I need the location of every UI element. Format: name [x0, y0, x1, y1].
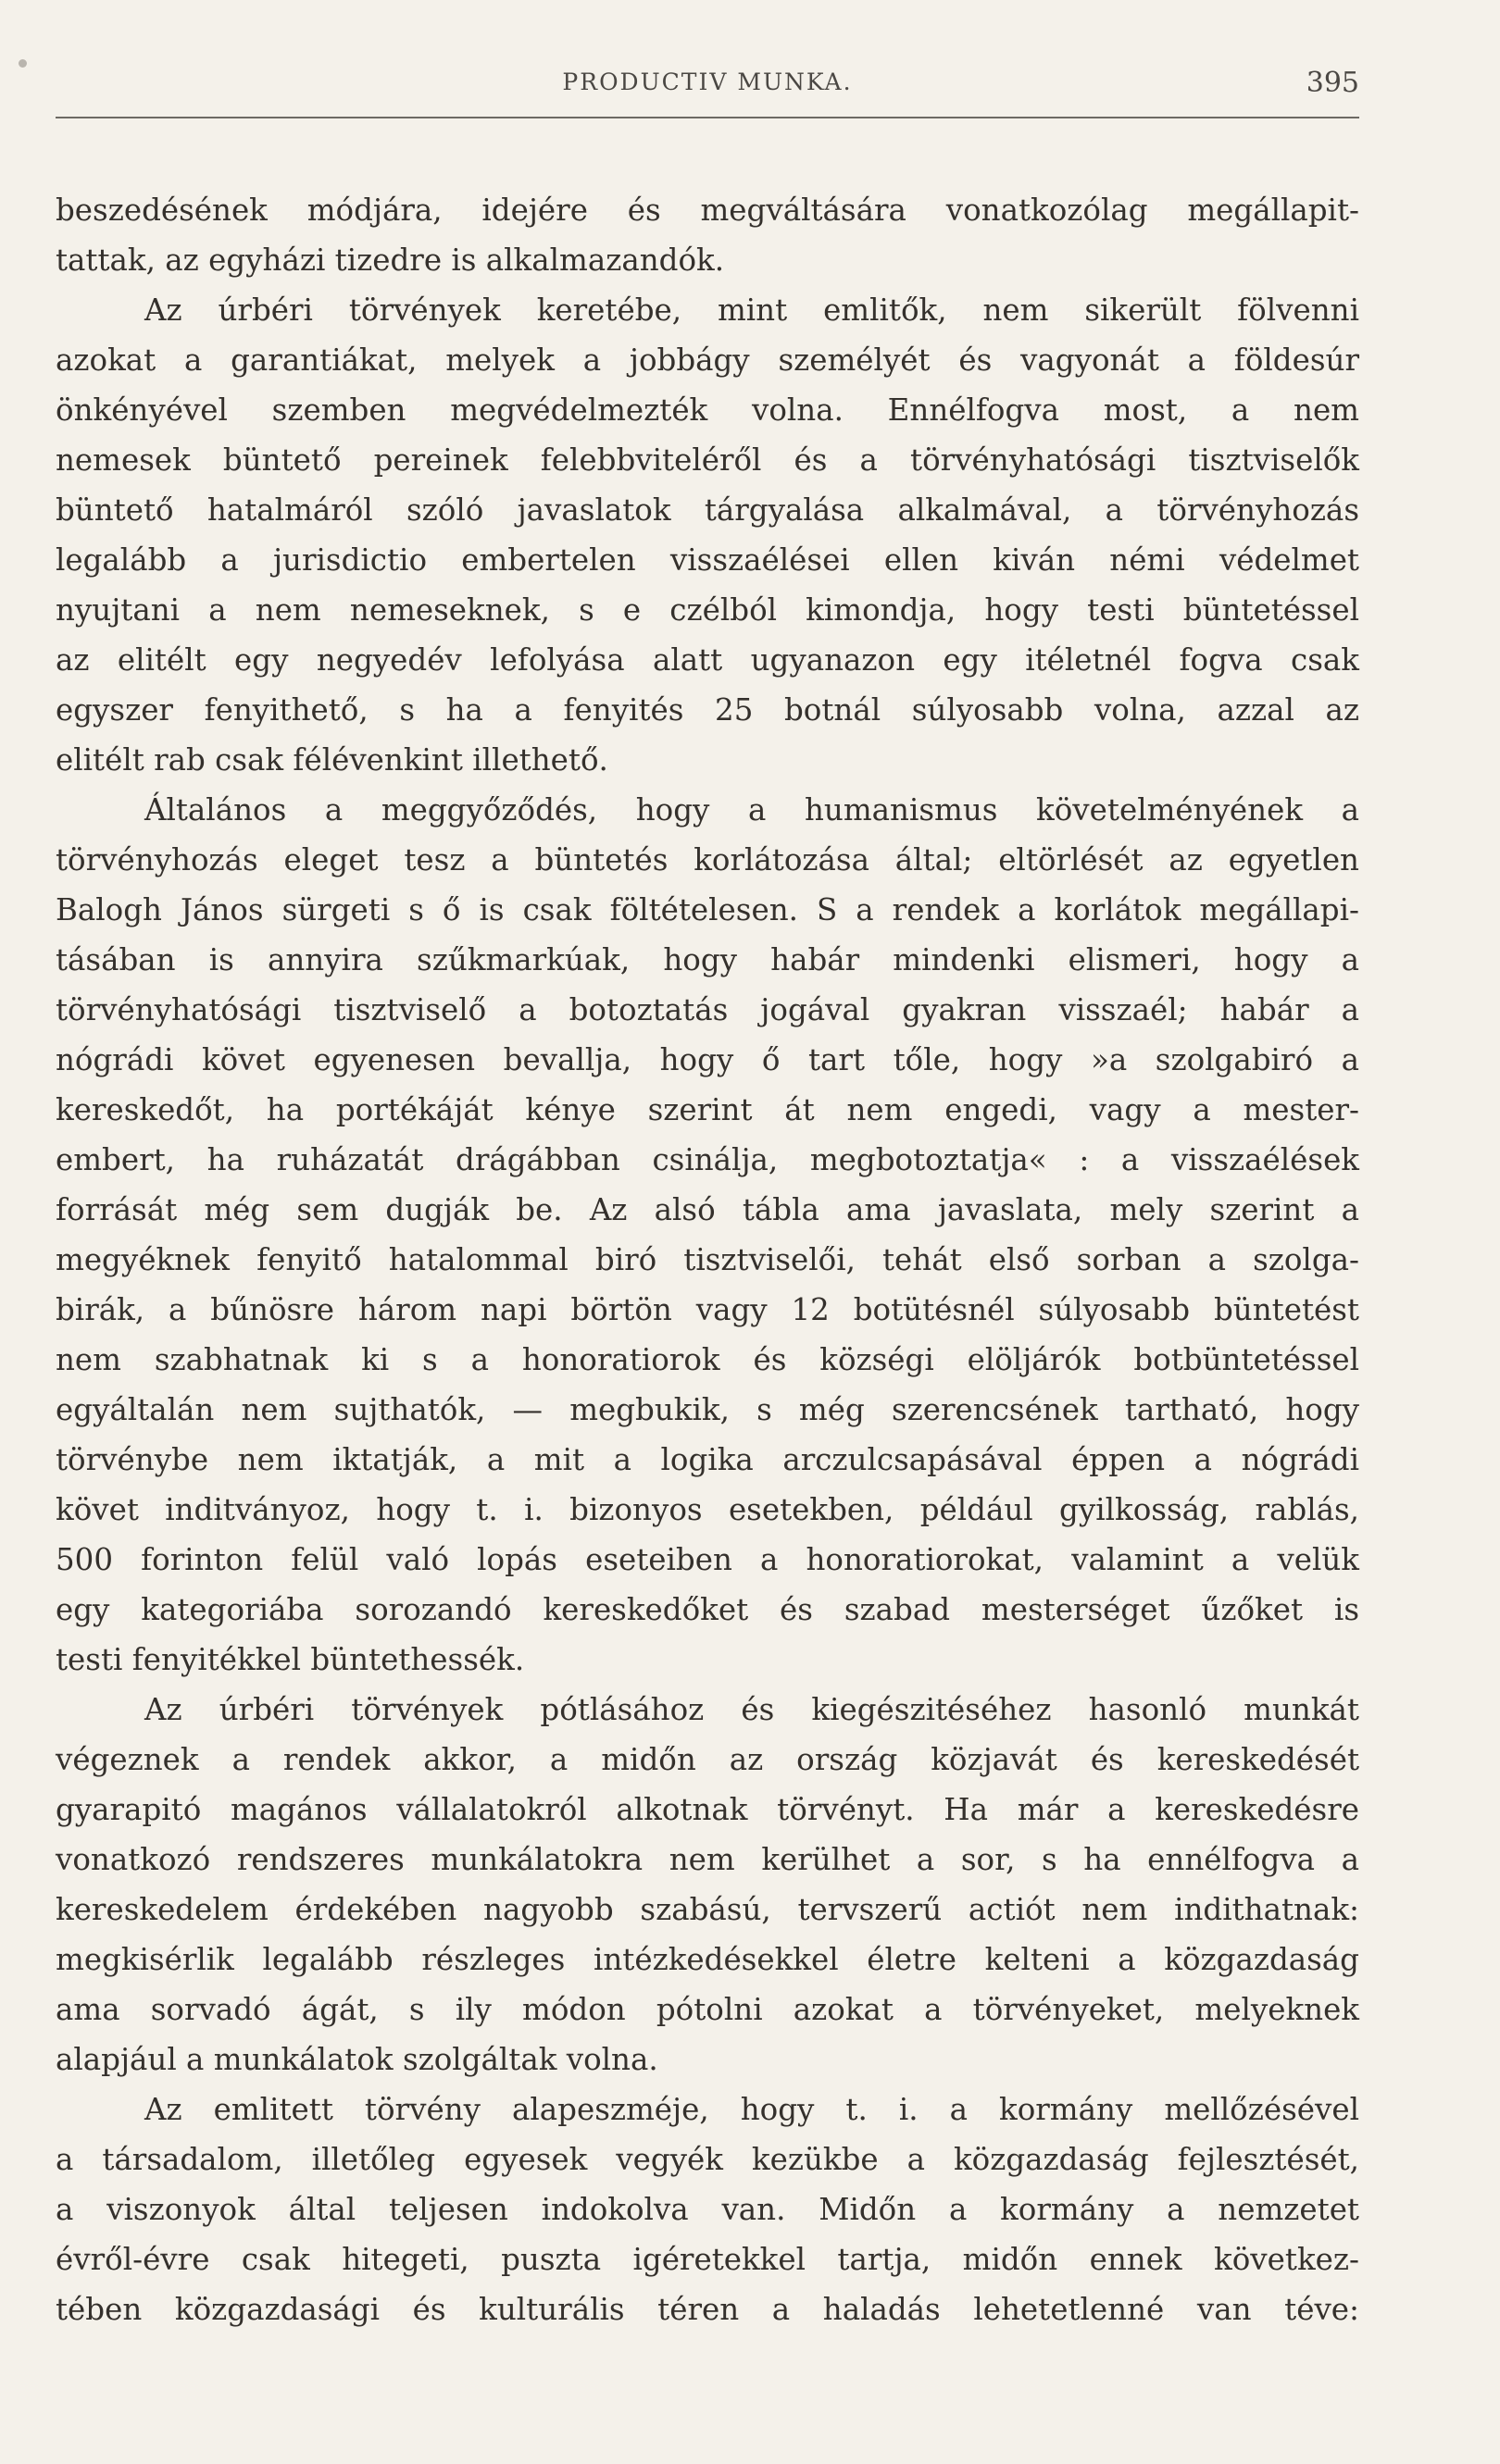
- text-line: nemesek büntető pereinek felebbviteléről és a törvényhatósági tisztviselők: [56, 442, 1359, 478]
- page-number: 395: [1306, 67, 1359, 99]
- text-line: kereskedőt, ha portékáját kénye szerint át nem engedi, vagy a mester-: [56, 1092, 1359, 1127]
- text-line: megyéknek fenyitő hatalommal biró tisztviselői, tehát első sorban a szolga-: [56, 1242, 1359, 1277]
- text-line: forrását még sem dugják be. Az alsó tábla ama javaslata, mely szerint a: [56, 1192, 1359, 1227]
- text-line: törvényhozás eleget tesz a büntetés korlátozása által; eltörlését az egyetlen: [56, 842, 1359, 877]
- text-line: egyáltalán nem sujthatók, — megbukik, s még szerencsének tartható, hogy: [56, 1392, 1359, 1427]
- text-line: az elitélt egy negyedév lefolyása alatt ugyanazon egy itéletnél fogva csak: [56, 642, 1359, 678]
- text-line: büntető hatalmáról szóló javaslatok tárgyalása alkalmával, a törvényhozás: [56, 492, 1359, 528]
- text-line: nógrádi követ egyenesen bevallja, hogy ő tart tőle, hogy »a szolgabiró a: [56, 1042, 1359, 1077]
- text-line: nem szabhatnak ki s a honoratiorok és községi elöljárók botbüntetéssel: [56, 1342, 1359, 1377]
- text-line: önkényével szemben megvédelmezték volna. Ennélfogva most, a nem: [56, 392, 1359, 428]
- text-line: azokat a garantiákat, melyek a jobbágy személyét és vagyonát a földesúr: [56, 342, 1359, 378]
- text-line: követ inditványoz, hogy t. i. bizonyos esetekben, például gyilkosság, rablás,: [56, 1492, 1359, 1527]
- text-line: Az emlitett törvény alapeszméje, hogy t. i. a kormány mellőzésével: [144, 2092, 1359, 2127]
- text-line: alapjául a munkálatok szolgáltak volna.: [56, 2042, 658, 2077]
- text-line: beszedésének módjára, idejére és megváltására vonatkozólag megállapit-: [56, 193, 1359, 228]
- text-line: egyszer fenyithető, s ha a fenyités 25 botnál súlyosabb volna, azzal az: [56, 692, 1359, 728]
- text-line: legalább a jurisdictio embertelen visszaélései ellen kiván némi védelmet: [56, 542, 1359, 578]
- text-line: törvénybe nem iktatják, a mit a logika arczulcsapásával éppen a nógrádi: [56, 1442, 1359, 1477]
- text-line: embert, ha ruházatát drágábban csinálja, megbotoztatja« : a visszaélések: [56, 1142, 1359, 1177]
- running-title: PRODUCTIV MUNKA.: [562, 68, 853, 95]
- text-line: 500 forinton felül való lopás eseteiben a honoratiorokat, valamint a velük: [56, 1542, 1359, 1577]
- text-line: törvényhatósági tisztviselő a botoztatás jogával gyakran visszaél; habár a: [56, 992, 1359, 1027]
- text-line: testi fenyitékkel büntethessék.: [56, 1642, 525, 1677]
- text-line: elitélt rab csak félévenkint illethető.: [56, 742, 608, 778]
- text-line: tásában is annyira szűkmarkúak, hogy habár mindenki elismeri, hogy a: [56, 942, 1359, 977]
- text-line: a viszonyok által teljesen indokolva van. Midőn a kormány a nemzetet: [56, 2192, 1359, 2227]
- text-line: vonatkozó rendszeres munkálatokra nem kerülhet a sor, s ha ennélfogva a: [56, 1842, 1359, 1877]
- text-line: végeznek a rendek akkor, a midőn az ország közjavát és kereskedését: [56, 1742, 1359, 1777]
- text-line: gyarapitó magános vállalatokról alkotnak törvényt. Ha már a kereskedésre: [56, 1792, 1359, 1827]
- scan-speck: [19, 59, 27, 68]
- text-line: megkisérlik legalább részleges intézkedésekkel életre kelteni a közgazdaság: [56, 1942, 1359, 1977]
- text-line: évről-évre csak hitegeti, puszta igéretekkel tartja, midőn ennek következ-: [56, 2242, 1359, 2277]
- body-text: [56, 185, 1359, 2334]
- text-line: ama sorvadó ágát, s ily módon pótolni azokat a törvényeket, melyeknek: [56, 1992, 1359, 2027]
- text-line: nyujtani a nem nemeseknek, s e czélból kimondja, hogy testi büntetéssel: [56, 592, 1359, 628]
- running-header: [56, 61, 1359, 118]
- text-line: Balogh János sürgeti s ő is csak föltételesen. S a rendek a korlátok megállapi-: [56, 892, 1359, 927]
- text-line: a társadalom, illetőleg egyesek vegyék kezükbe a közgazdaság fejlesztését,: [56, 2142, 1359, 2177]
- text-line: birák, a bűnösre három napi börtön vagy 12 botütésnél súlyosabb büntetést: [56, 1292, 1359, 1327]
- text-line: Általános a meggyőződés, hogy a humanismus követelményének a: [144, 792, 1359, 828]
- text-line: Az úrbéri törvények keretébe, mint emlitők, nem sikerült fölvenni: [144, 292, 1359, 328]
- text-line: tében közgazdasági és kulturális téren a haladás lehetetlenné van téve:: [56, 2292, 1359, 2327]
- text-line: Az úrbéri törvények pótlásához és kiegészitéséhez hasonló munkát: [144, 1692, 1359, 1727]
- text-line: kereskedelem érdekében nagyobb szabású, tervszerű actiót nem indithatnak:: [56, 1892, 1359, 1927]
- text-line: tattak, az egyházi tizedre is alkalmazandók.: [56, 243, 725, 278]
- text-line: egy kategoriába sorozandó kereskedőket és szabad mesterséget űzőket is: [56, 1592, 1359, 1627]
